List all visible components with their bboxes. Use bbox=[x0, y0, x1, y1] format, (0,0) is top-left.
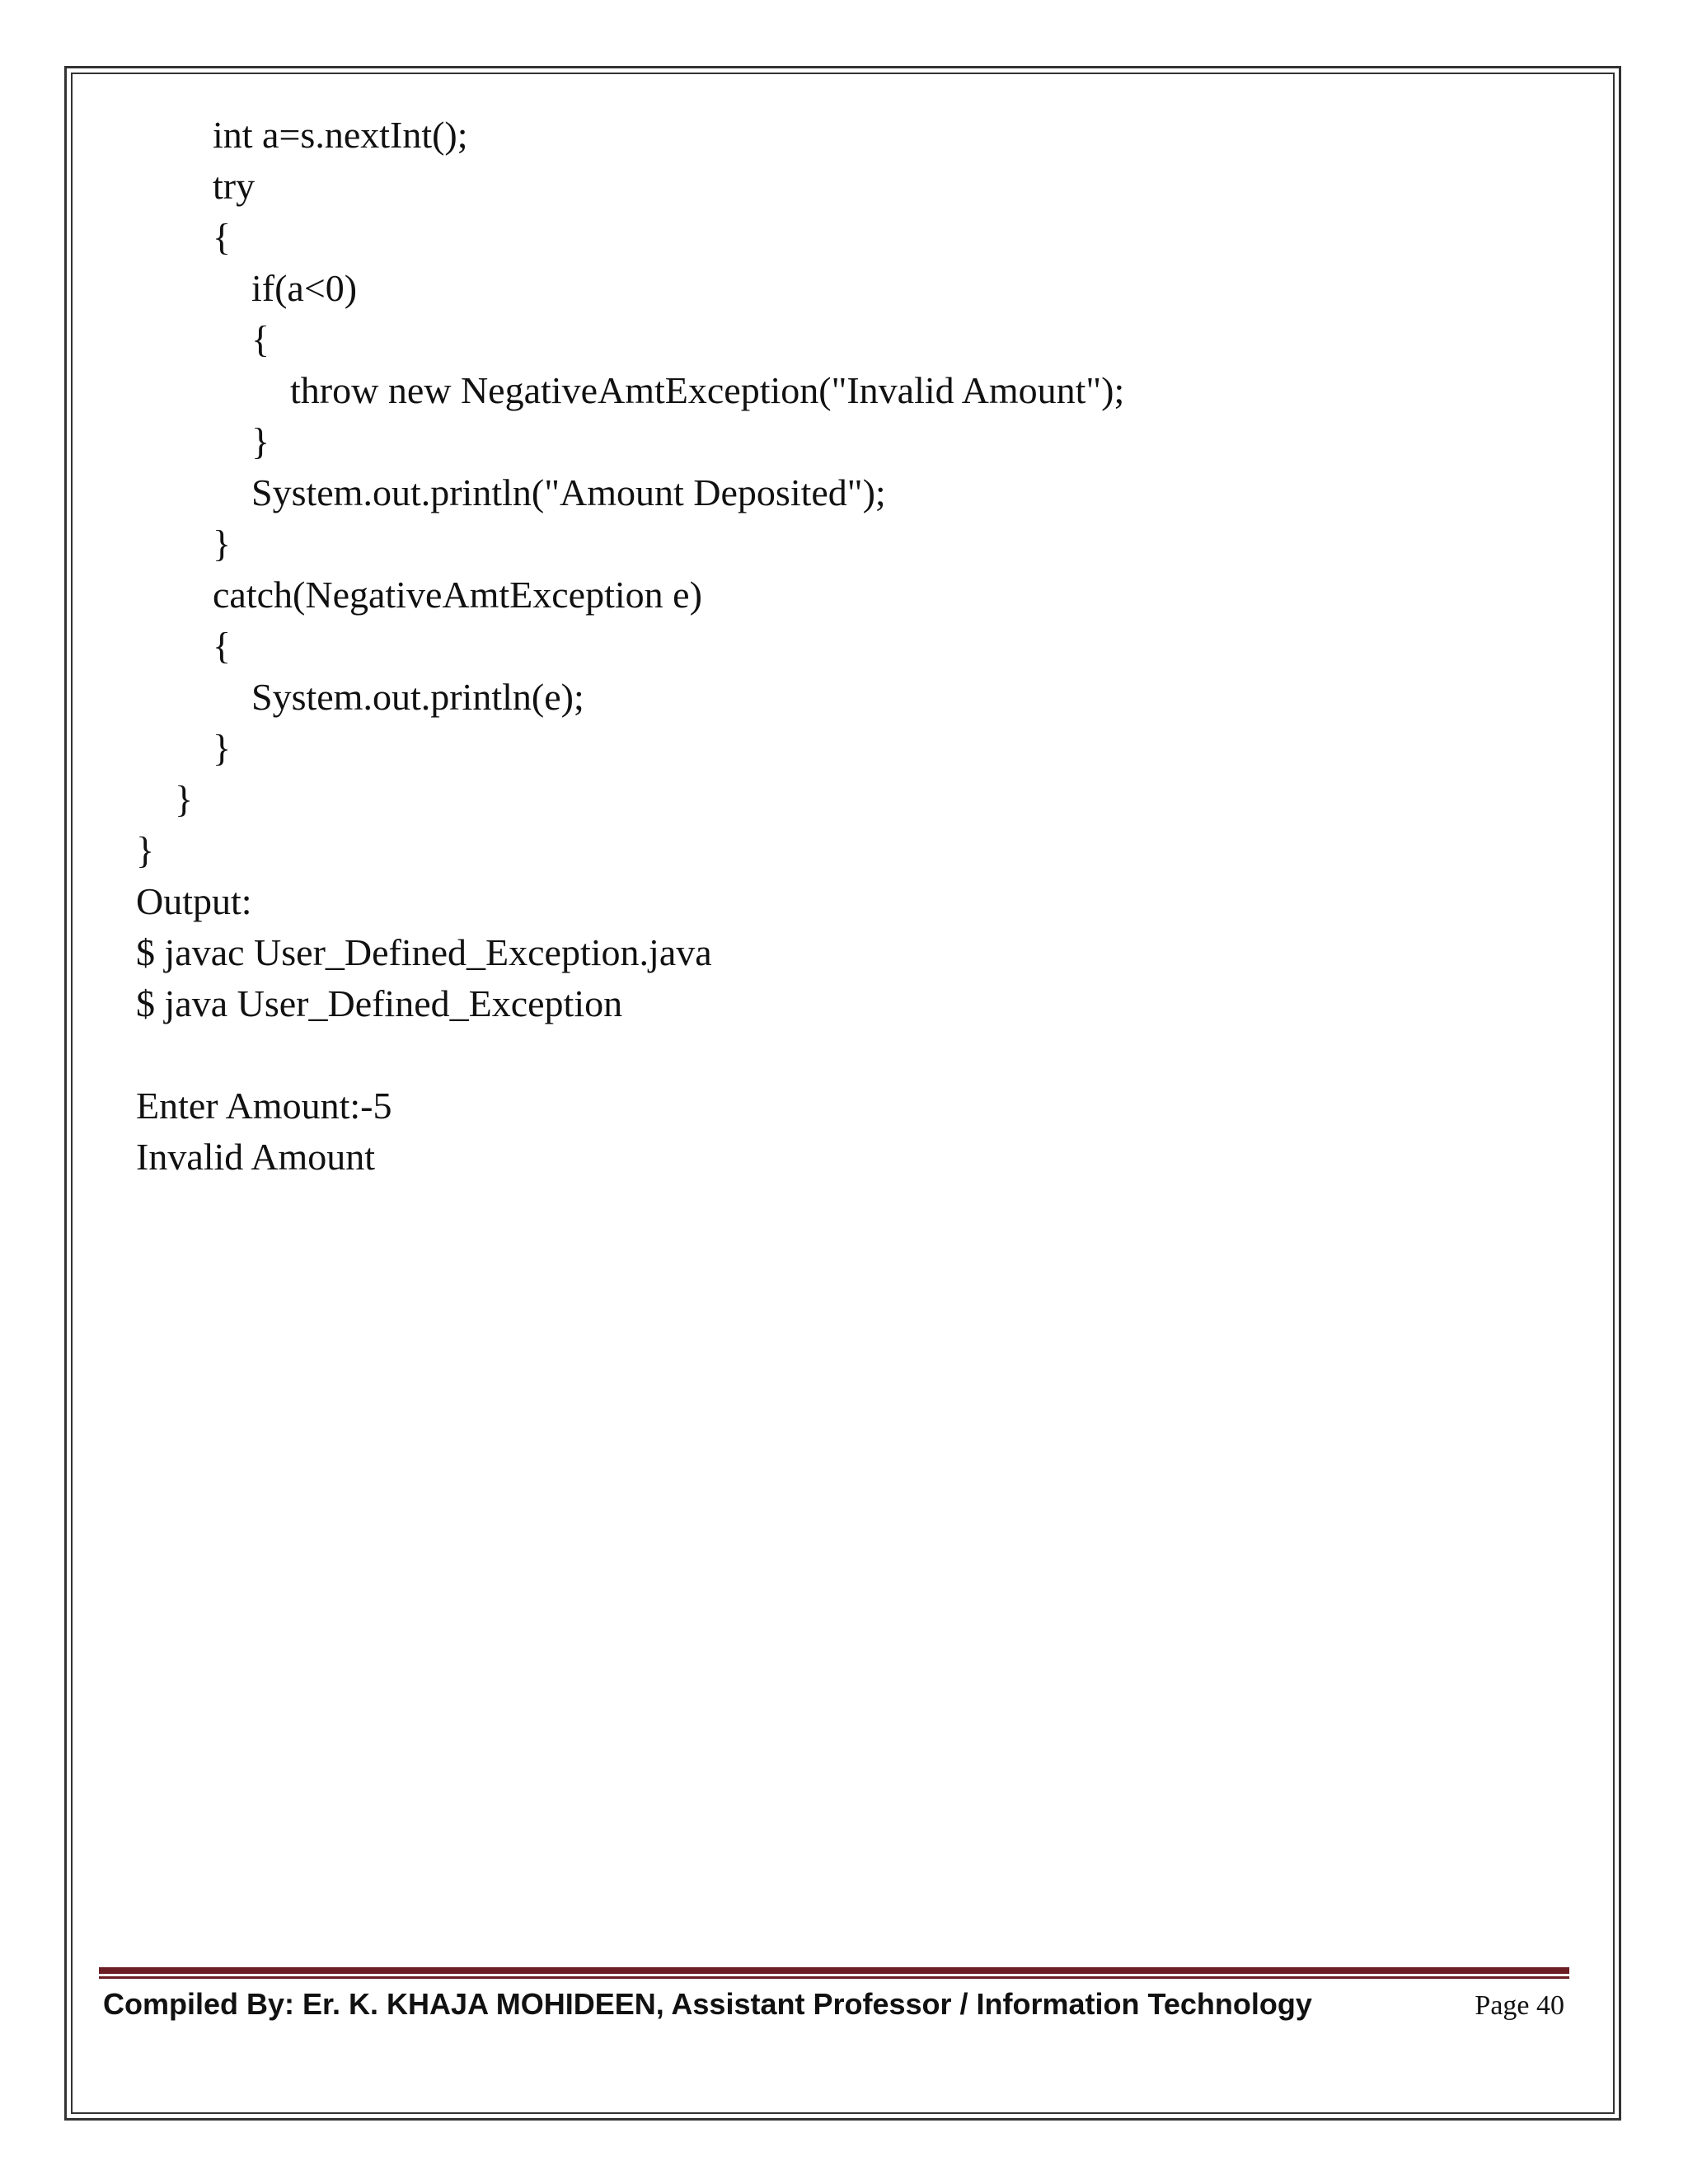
code-line: } bbox=[175, 778, 194, 820]
code-line: { bbox=[213, 216, 232, 258]
code-line: { bbox=[251, 318, 270, 360]
code-line: if(a<0) bbox=[251, 267, 358, 309]
code-line: System.out.println("Amount Deposited"); bbox=[251, 471, 886, 513]
footer-rule bbox=[99, 1967, 1569, 1974]
footer-rule-thin bbox=[99, 1976, 1569, 1979]
code-line: try bbox=[213, 165, 256, 207]
code-line: } bbox=[213, 523, 232, 565]
code-line: } bbox=[213, 727, 232, 769]
footer-compiled-by: Compiled By: Er. K. KHAJA MOHIDEEN, Assistant Professor / Information Technology bbox=[103, 1987, 1312, 2021]
output-result: Enter Amount:-5 bbox=[136, 1085, 392, 1127]
output-command: $ javac User_Defined_Exception.java bbox=[136, 931, 712, 973]
output-heading: Output: bbox=[136, 880, 252, 922]
code-line: } bbox=[136, 829, 155, 871]
code-line: catch(NegativeAmtException e) bbox=[213, 574, 702, 616]
code-line: throw new NegativeAmtException("Invalid Amount"); bbox=[290, 369, 1125, 411]
code-line: int a=s.nextInt(); bbox=[213, 114, 468, 156]
output-command: $ java User_Defined_Exception bbox=[136, 982, 623, 1024]
page-number: Page 40 bbox=[1475, 1990, 1564, 2021]
output-result: Invalid Amount bbox=[136, 1136, 376, 1178]
code-line: System.out.println(e); bbox=[251, 676, 584, 718]
code-line: } bbox=[251, 420, 270, 462]
code-line: { bbox=[213, 625, 232, 667]
